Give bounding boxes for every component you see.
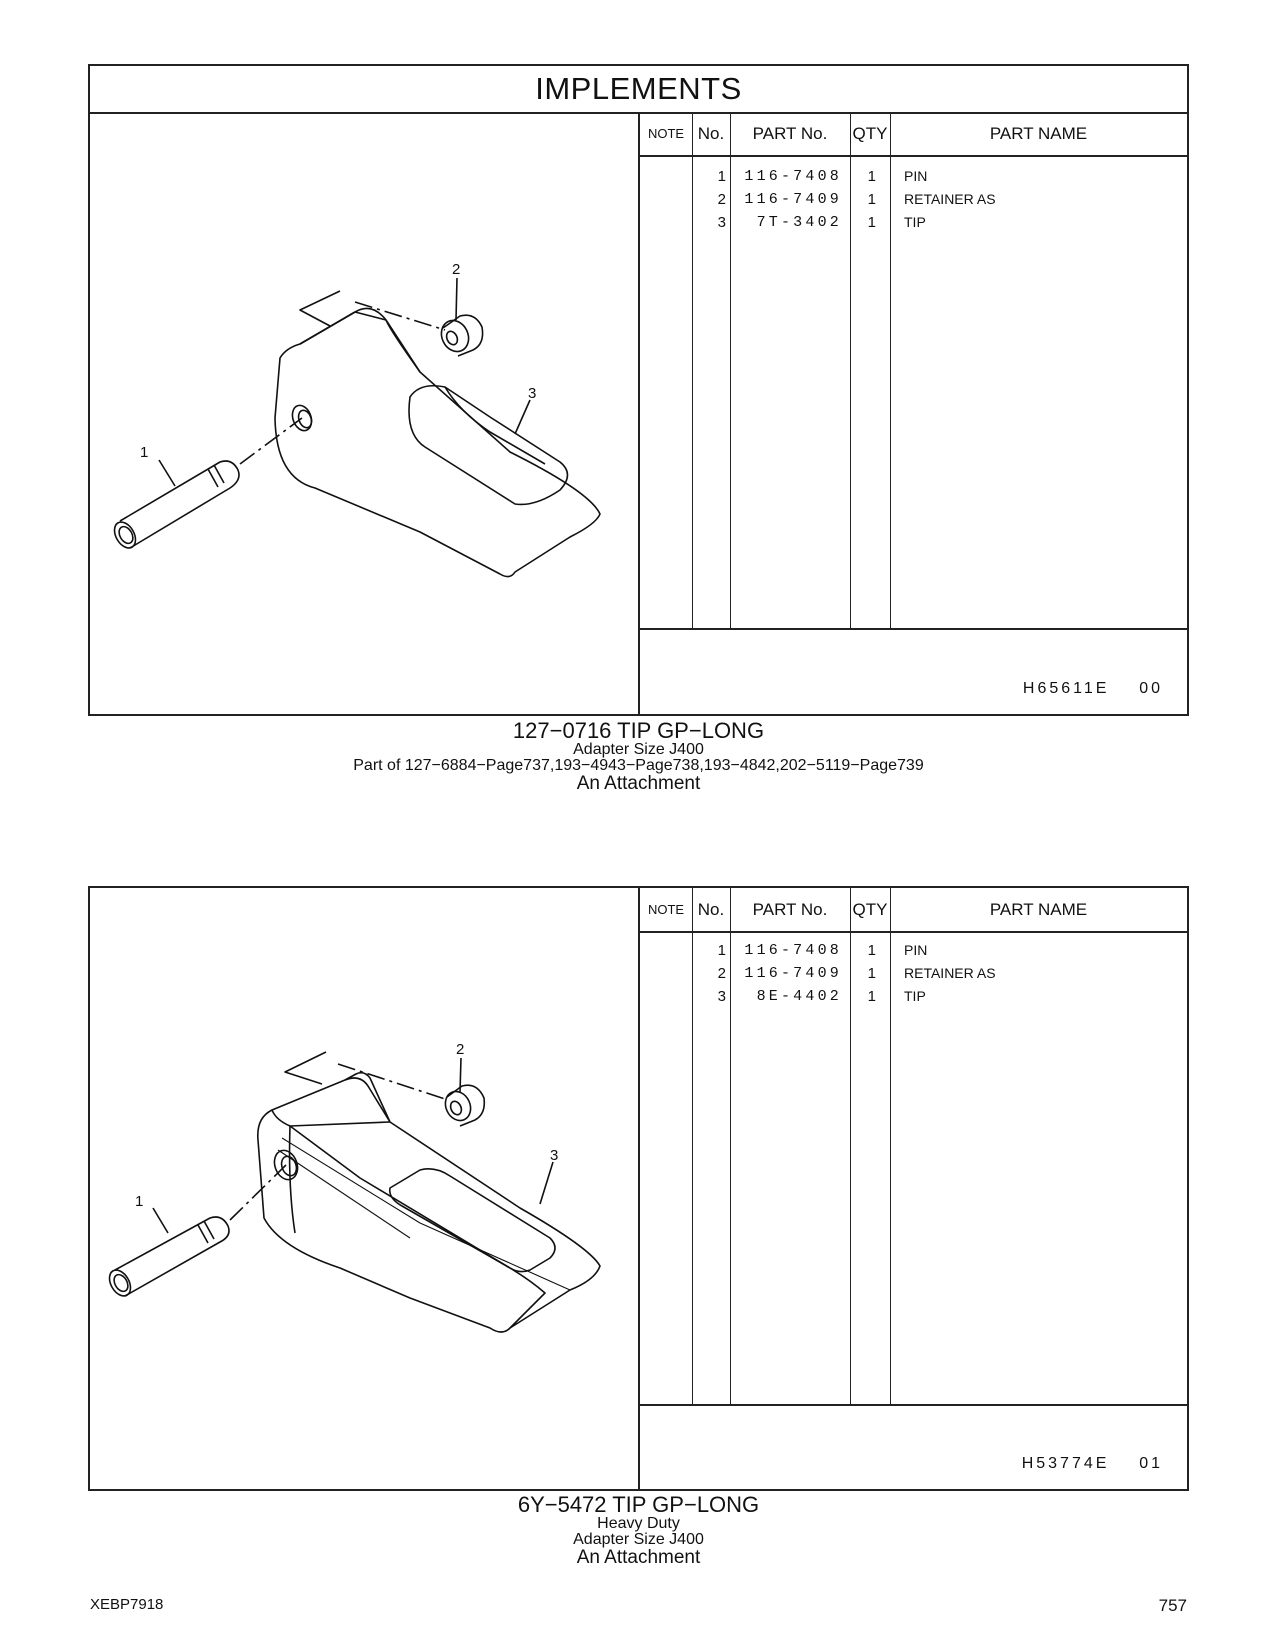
table-row: 2 116-7409 1 RETAINER AS [717, 965, 996, 982]
table-row: 2 116-7409 1 RETAINER AS [717, 191, 996, 208]
retainer [436, 316, 473, 356]
callout-leader-3 [515, 400, 530, 434]
callout-3: 3 [528, 385, 537, 402]
col-part-name: PART NAME [890, 888, 1187, 933]
parts-table-2 [640, 888, 1187, 1489]
table-row: 3 8E-4402 1 TIP [717, 988, 926, 1005]
col-part-no: PART No. [730, 888, 850, 933]
callout-leader-3 [540, 1162, 553, 1204]
caption-line: Adapter Size J400 [573, 741, 704, 758]
illustration-panel-1 [90, 112, 640, 714]
page-number: 757 [1158, 1596, 1187, 1615]
callout-2: 2 [456, 1041, 465, 1058]
caption-2 [88, 1494, 1189, 1567]
caption-attachment: An Attachment [576, 773, 701, 794]
parts-frame-1 [88, 64, 1189, 716]
parts-table-1 [640, 112, 1187, 714]
callout-leader-2 [456, 278, 457, 320]
callout-leader-1 [159, 460, 175, 486]
page-title: IMPLEMENTS [90, 66, 1187, 114]
callout-leader-1 [153, 1208, 168, 1233]
flag-outline [285, 1052, 326, 1084]
tip-body [258, 1078, 600, 1332]
col-note: NOTE [640, 888, 692, 933]
flag-outline [300, 291, 340, 326]
retainer [441, 1087, 475, 1124]
tip-exploded-drawing-1 [90, 112, 638, 714]
table-row: 3 7T-3402 1 TIP [717, 214, 926, 231]
figure-code: H65611E 00 [1022, 680, 1163, 697]
table-row: 1 116-7408 1 PIN [717, 942, 928, 959]
tip-body [275, 308, 600, 576]
callout-1: 1 [135, 1193, 144, 1210]
col-part-no: PART No. [730, 112, 850, 157]
caption-title: 127−0716 TIP GP−LONG [512, 718, 765, 743]
col-part-name: PART NAME [890, 112, 1187, 157]
caption-title: 6Y−5472 TIP GP−LONG [517, 1492, 760, 1517]
callout-3: 3 [550, 1147, 559, 1164]
caption-line: Heavy Duty [597, 1515, 680, 1532]
pin [120, 461, 239, 548]
callout-1: 1 [140, 444, 149, 461]
callout-2: 2 [452, 261, 461, 278]
tip-exploded-drawing-2 [90, 888, 638, 1489]
tip-recess [409, 386, 568, 505]
parts-frame-2 [88, 886, 1189, 1491]
doc-id: XEBP7918 [90, 1596, 164, 1613]
figure-code: H53774E 01 [1021, 1455, 1163, 1472]
col-no: No. [692, 112, 730, 157]
table-row: 1 116-7408 1 PIN [717, 168, 928, 185]
col-note: NOTE [640, 112, 692, 157]
pin [115, 1217, 229, 1296]
col-no: No. [692, 888, 730, 933]
caption-1 [88, 720, 1189, 793]
caption-line: Adapter Size J400 [573, 1531, 704, 1548]
caption-line: Part of 127−6884−Page737,193−4943−Page738,193−4842,202−5119−Page739 [353, 757, 924, 774]
illustration-panel-2 [90, 888, 640, 1489]
col-qty: QTY [850, 888, 890, 933]
callout-leader-2 [460, 1058, 461, 1092]
caption-attachment: An Attachment [576, 1547, 701, 1568]
col-qty: QTY [850, 112, 890, 157]
